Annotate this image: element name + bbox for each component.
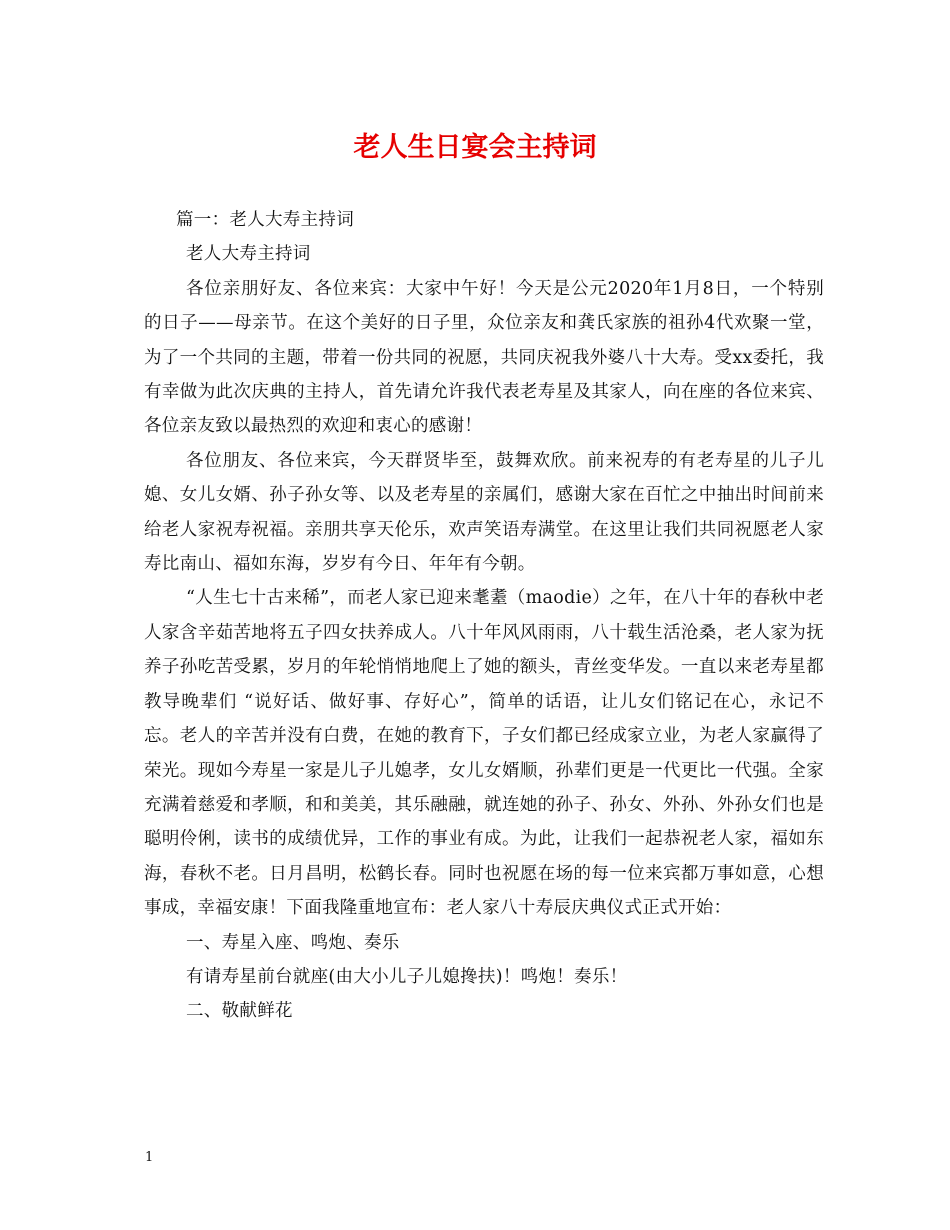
paragraph-1: 各位亲朋好友、各位来宾：大家中午好！今天是公元2020年1月8日，一个特别的日子——母亲节。在这个美好的日子里，众位亲友和龚氏家族的祖孙4代欢聚一堂，为了一个共同的主题，带着一份共同的祝愿，共同庆祝我外婆八十大寿。受xx委托，我有幸做为此次庆典的主持人，首先请允许我代表老寿星及其家人，向在座的各位来宾、各位亲友致以最热烈的欢迎和衷心的感谢！ <box>144 278 824 437</box>
item-1-heading: 一、寿星入座、鸣炮、奏乐 <box>186 932 400 953</box>
document-body <box>144 203 824 1029</box>
document-title: 老人生日宴会主持词 <box>353 132 597 163</box>
subheading: 老人大寿主持词 <box>186 244 311 265</box>
paragraph-2: 各位朋友、各位来宾，今天群贤毕至，鼓舞欢欣。前来祝寿的有老寿星的儿子儿媳、女儿女婿、孙子孙女等、以及老寿星的亲属们，感谢大家在百忙之中抽出时间前来给老人家祝寿祝福。亲朋共享天伦乐，欢声笑语寿满堂。在这里让我们共同祝愿老人家寿比南山、福如东海，岁岁有今日、年年有今朝。 <box>144 450 824 575</box>
item-2-heading: 二、敬献鲜花 <box>186 1001 293 1022</box>
section-heading: 篇一：老人大寿主持词 <box>176 210 354 230</box>
paragraph-3: “人生七十古来稀”，而老人家已迎来耄耋（maodie）之年，在八十年的春秋中老人家含辛茹苦地将五子四女扶养成人。八十年风风雨雨，八十载生活沧桑，老人家为抚养子孙吃苦受累，岁月的年轮悄悄地爬上了她的额头，青丝变华发。一直以来老寿星都教导晚辈们 “说好话、做好事、存好心”，简单的话语，让儿女们铭记在心，永记不忘。老人的辛苦并没有白费，在她的教育下，子女们都已经成家立业，为老人家赢得了荣光。现如今寿星一家是儿子儿媳孝，女儿女婿顺，孙辈们更是一代更比一代强。全家充满着慈爱和孝顺，和和美美，其乐融融，就连她的孙子、孙女、外孙、外孙女们也是聪明伶俐，读书的成绩优异，工作的事业有成。为此，让我们一起恭祝老人家，福如东海，春秋不老。日月昌明，松鹤长春。同时也祝愿在场的每一位来宾都万事如意，心想事成，幸福安康！下面我隆重地宣布：老人家八十寿辰庆典仪式正式开始： <box>144 588 824 919</box>
page-number: 1 <box>145 1150 154 1165</box>
item-1-text: 有请寿星前台就座(由大小儿子儿媳搀扶)！鸣炮！奏乐！ <box>186 966 628 987</box>
